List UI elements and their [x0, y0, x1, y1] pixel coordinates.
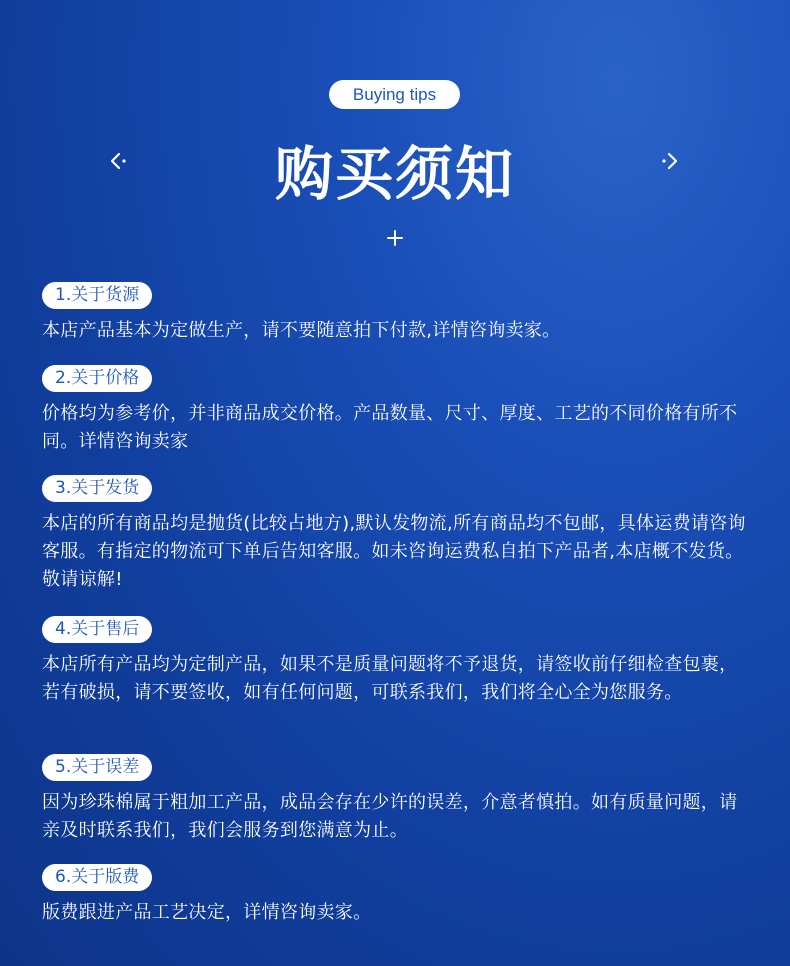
section-text: 价格均为参考价，并非商品成交价格。产品数量、尺寸、厚度、工艺的不同价格有所不同。详情咨询卖家	[42, 403, 738, 452]
section-text: 本店所有产品均为定制产品，如果不是质量问题将不予退货，请签收前仔细检查包裹，若有破损，请不要签收，如有任何问题，可联系我们，我们将全心全为您服务。	[42, 654, 738, 703]
section-text: 因为珍珠棉属于粗加工产品，成品会存在少许的误差，介意者慎拍。如有质量问题，请亲及时联系我们，我们会服务到您满意为止。	[42, 792, 738, 841]
section-source	[42, 282, 754, 345]
section-label: 6.关于版费	[42, 864, 152, 891]
section-label: 4.关于售后	[42, 616, 152, 643]
section-label: 2.关于价格	[42, 365, 152, 392]
section-after-sales	[42, 616, 754, 707]
section-error	[42, 754, 754, 845]
section-price	[42, 365, 754, 456]
buying-tips-tag: Buying tips	[329, 80, 460, 109]
section-shipping	[42, 475, 754, 594]
chevron-right-dotted-icon	[660, 150, 680, 172]
section-label: 5.关于误差	[42, 754, 152, 781]
page-title: 购买须知	[274, 140, 515, 208]
section-text: 版费跟进产品工艺决定，详情咨询卖家。	[42, 902, 372, 923]
section-text: 本店产品基本为定做生产，请不要随意拍下付款,详情咨询卖家。	[42, 320, 561, 341]
plus-icon	[385, 228, 405, 248]
section-plate-fee	[42, 864, 754, 927]
section-label: 1.关于货源	[42, 282, 152, 309]
section-label: 3.关于发货	[42, 475, 152, 502]
section-text: 本店的所有商品均是抛货(比较占地方),默认发物流,所有商品均不包邮，具体运费请咨询客服。有指定的物流可下单后告知客服。如未咨询运费私自拍下产品者,本店概不发货。敬请谅解!	[42, 513, 746, 590]
